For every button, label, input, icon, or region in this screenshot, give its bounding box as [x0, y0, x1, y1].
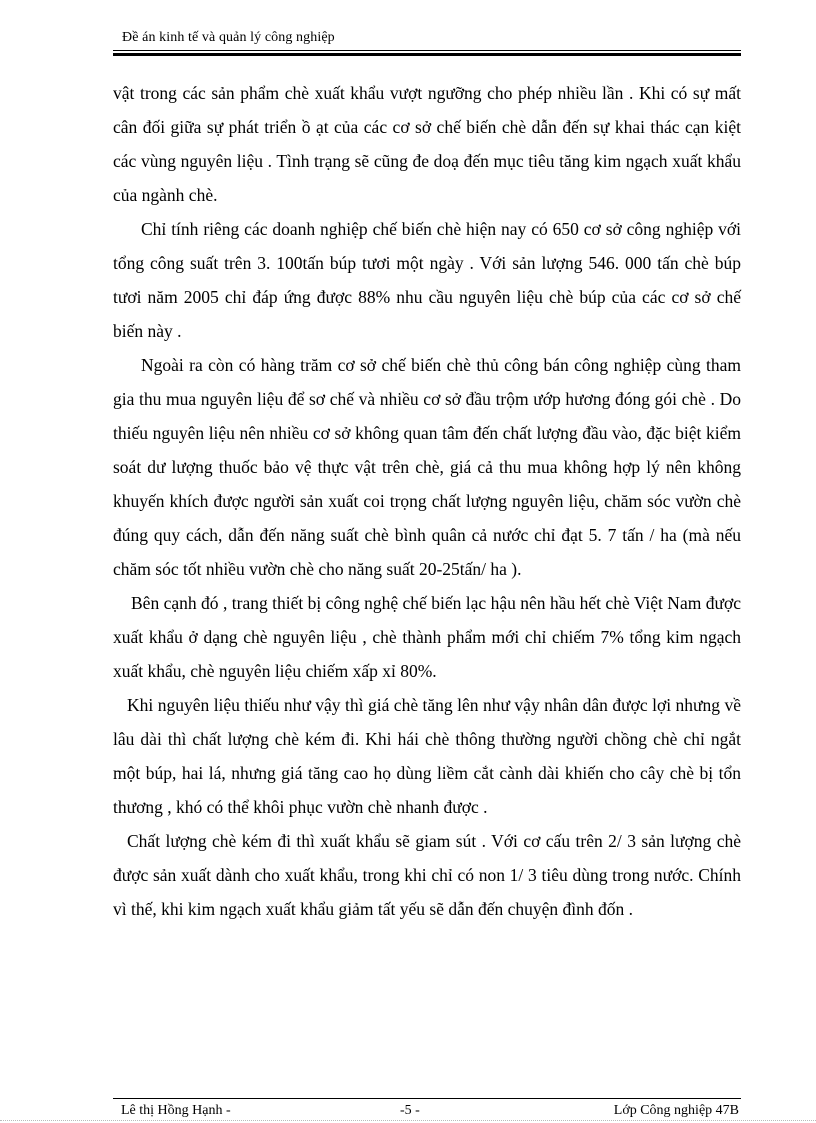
page-bottom-edge [0, 1120, 816, 1121]
footer-divider [113, 1098, 741, 1099]
footer-class-name: Lớp Công nghiệp 47B [613, 1103, 739, 1118]
header-divider-thick [113, 53, 741, 56]
header-divider-thin [113, 50, 741, 51]
paragraph: Chất lượng chè kém đi thì xuất khẩu sẽ giam sút . Với cơ cấu trên 2/ 3 sản lượng chè được sản xuất dành cho xuất khẩu, trong khi chỉ có non 1/ 3 tiêu dùng trong nước. Chính vì thế, khi kim ngạch xuất khẩu giảm tất yếu sẽ dẫn đến chuyện đình đốn . [113, 831, 741, 919]
footer-author: Lê thị Hồng Hạnh - [121, 1103, 231, 1118]
document-body [113, 76, 741, 926]
paragraph: vật trong các sản phẩm chè xuất khẩu vượt ngưỡng cho phép nhiều lần . Khi có sự mất cân đối giữa sự phát triển ồ ạt của các cơ sở chế biến chè dẫn đến sự khai thác cạn kiệt các vùng nguyên liệu . Tình trạng sẽ cũng đe doạ đến mục tiêu tăng kim ngạch xuất khẩu của ngành chè. [113, 83, 741, 205]
paragraph: Ngoài ra còn có hàng trăm cơ sở chế biến chè thủ công bán công nghiệp cùng tham gia thu mua nguyên liệu để sơ chế và nhiều cơ sở đầu trộm ướp hương đóng gói chè . Do thiếu nguyên liệu nên nhiều cơ sở không quan tâm đến chất lượng đầu vào, đặc biệt kiểm soát dư lượng thuốc bảo vệ thực vật trên chè, giá cả thu mua không hợp lý nên không khuyến khích được người sản xuất coi trọng chất lượng nguyên liệu, chăm sóc vườn chè đúng quy cách, dẫn đến năng suất chè bình quân cả nước chỉ đạt 5. 7 tấn / ha (mà nếu chăm sóc tốt nhiều vườn chè cho năng suất 20-25tấn/ ha ). [113, 355, 741, 579]
paragraph: Bên cạnh đó , trang thiết bị công nghệ chế biến lạc hậu nên hầu hết chè Việt Nam được xuất khẩu ở dạng chè nguyên liệu , chè thành phẩm mới chỉ chiếm 7% tổng kim ngạch xuất khẩu, chè nguyên liệu chiếm xấp xỉ 80%. [113, 593, 741, 681]
paragraph: Chỉ tính riêng các doanh nghiệp chế biến chè hiện nay có 650 cơ sở công nghiệp với tổng công suất trên 3. 100tấn búp tươi một ngày . Với sản lượng 546. 000 tấn chè búp tươi năm 2005 chỉ đáp ứng được 88% nhu cầu nguyên liệu chè búp của các cơ sở chế biến này . [113, 219, 741, 341]
footer-page-number: -5 - [400, 1103, 420, 1118]
paragraph: Khi nguyên liệu thiếu như vậy thì giá chè tăng lên như vậy nhân dân được lợi nhưng về lâu dài thì chất lượng chè kém đi. Khi hái chè thông thường người chồng chè chỉ ngắt một búp, hai lá, nhưng giá tăng cao họ dùng liềm cắt cành dài khiến cho cây chè bị tổn thương , khó có thể khôi phục vườn chè nhanh được . [113, 695, 741, 817]
page-footer [113, 1103, 741, 1121]
page-header-title: Đề án kinh tế và quản lý công nghiệp [122, 30, 335, 45]
